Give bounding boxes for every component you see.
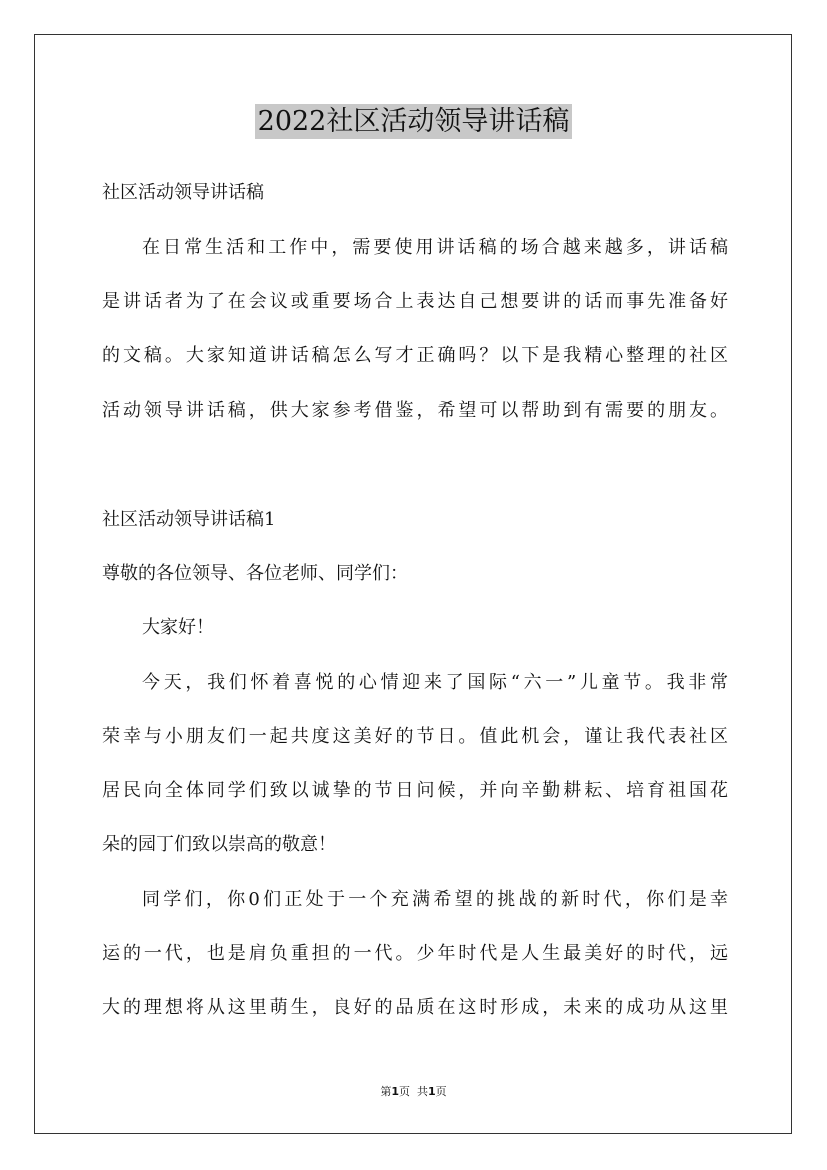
document-title	[0, 100, 827, 144]
intro-line-2: 是讲话者为了在会议或重要场合上表达自己想要讲的话而事先准备好	[102, 291, 728, 312]
footer-page-prefix: 第	[380, 1085, 392, 1098]
footer-page-suffix: 页	[399, 1085, 410, 1098]
para1-line-3: 居民向全体同学们致以诚挚的节日问候，并向辛勤耕耘、培育祖国花	[102, 780, 728, 801]
intro-line-1: 在日常生活和工作中，需要使用讲话稿的场合越来越多，讲话稿	[142, 237, 728, 258]
para2-line-2: 运的一代，也是肩负重担的一代。少年时代是人生最美好的时代，远	[102, 943, 728, 964]
para2-line-3: 大的理想将从这里萌生，良好的品质在这时形成，未来的成功从这里	[102, 997, 728, 1018]
para2-line-1: 同学们，你0们正处于一个充满希望的挑战的新时代，你们是幸	[142, 889, 728, 910]
intro-line-4: 活动领导讲话稿，供大家参考借鉴，希望可以帮助到有需要的朋友。	[102, 400, 728, 421]
footer-page-number: 1	[391, 1085, 399, 1098]
section-title: 社区活动领导讲话稿1	[102, 509, 276, 530]
para1-line-4: 朵的园丁们致以崇高的敬意！	[102, 834, 336, 855]
document-title-text: 2022社区活动领导讲话稿	[255, 104, 573, 139]
subtitle: 社区活动领导讲话稿	[102, 182, 264, 203]
intro-line-3: 的文稿。大家知道讲话稿怎么写才正确吗？以下是我精心整理的社区	[102, 345, 728, 366]
para1-line-2: 荣幸与小朋友们一起共度这美好的节日。值此机会，谨让我代表社区	[102, 726, 728, 747]
footer-total-suffix: 页	[435, 1085, 447, 1098]
para1-line-1: 今天，我们怀着喜悦的心情迎来了国际“六一”儿童节。我非常	[142, 672, 728, 693]
greeting: 大家好！	[142, 617, 214, 638]
footer-total-number: 1	[428, 1085, 436, 1098]
salutation: 尊敬的各位领导、各位老师、同学们：	[102, 563, 408, 584]
page-footer	[0, 1084, 827, 1100]
footer-total-prefix: 共	[417, 1085, 428, 1098]
